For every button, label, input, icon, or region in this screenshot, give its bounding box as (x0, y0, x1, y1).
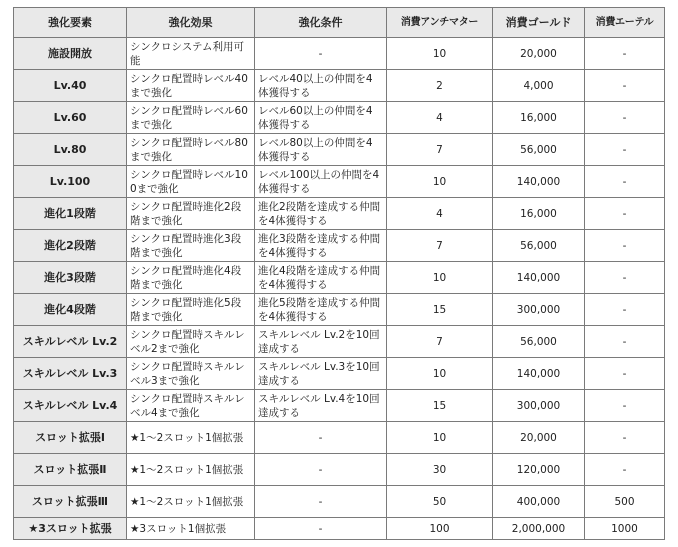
cell-gold: 4,000 (493, 70, 585, 102)
header-element: 強化要素 (14, 8, 127, 38)
cell-effect: シンクロ配置時レベル60まで強化 (127, 102, 255, 134)
cell-ether: 500 (585, 486, 665, 518)
cell-condition: - (255, 518, 387, 540)
cell-gold: 120,000 (493, 454, 585, 486)
header-effect: 強化効果 (127, 8, 255, 38)
cell-element: ★3スロット拡張 (14, 518, 127, 540)
cell-antimatter: 7 (387, 326, 493, 358)
table-row (14, 486, 665, 518)
cell-condition: - (255, 422, 387, 454)
cell-effect: シンクロ配置時進化3段階まで強化 (127, 230, 255, 262)
cell-ether: - (585, 102, 665, 134)
cell-ether: - (585, 326, 665, 358)
cell-element: スキルレベル Lv.2 (14, 326, 127, 358)
cell-ether: - (585, 294, 665, 326)
cell-ether: - (585, 390, 665, 422)
cell-condition: 進化3段階を達成する仲間を4体獲得する (255, 230, 387, 262)
cell-condition: スキルレベル Lv.3を10回達成する (255, 358, 387, 390)
enhancement-table (13, 7, 665, 540)
cell-effect: シンクロ配置時スキルレベル2まで強化 (127, 326, 255, 358)
cell-effect: ★3スロット1個拡張 (127, 518, 255, 540)
cell-condition: スキルレベル Lv.2を10回達成する (255, 326, 387, 358)
cell-element: スキルレベル Lv.3 (14, 358, 127, 390)
header-ether: 消費エーテル (585, 8, 665, 38)
table-row (14, 166, 665, 198)
table-row (14, 198, 665, 230)
cell-element: スロット拡張Ⅰ (14, 422, 127, 454)
cell-ether: - (585, 38, 665, 70)
header-antimatter: 消費アンチマター (387, 8, 493, 38)
cell-condition: 進化4段階を達成する仲間を4体獲得する (255, 262, 387, 294)
cell-condition: レベル40以上の仲間を4体獲得する (255, 70, 387, 102)
cell-ether: - (585, 422, 665, 454)
cell-gold: 300,000 (493, 294, 585, 326)
table-row (14, 422, 665, 454)
table-row (14, 390, 665, 422)
cell-element: 進化1段階 (14, 198, 127, 230)
cell-effect: シンクロシステム利用可能 (127, 38, 255, 70)
cell-condition: - (255, 486, 387, 518)
cell-gold: 16,000 (493, 198, 585, 230)
cell-antimatter: 10 (387, 38, 493, 70)
cell-gold: 400,000 (493, 486, 585, 518)
cell-gold: 20,000 (493, 38, 585, 70)
cell-effect: シンクロ配置時進化4段階まで強化 (127, 262, 255, 294)
cell-element: Lv.60 (14, 102, 127, 134)
table-row (14, 518, 665, 540)
cell-ether: - (585, 454, 665, 486)
cell-effect: シンクロ配置時レベル100まで強化 (127, 166, 255, 198)
table-row (14, 230, 665, 262)
cell-ether: - (585, 230, 665, 262)
cell-ether: - (585, 134, 665, 166)
cell-element: Lv.40 (14, 70, 127, 102)
table-row (14, 70, 665, 102)
cell-element: スロット拡張Ⅱ (14, 454, 127, 486)
cell-antimatter: 7 (387, 230, 493, 262)
cell-gold: 20,000 (493, 422, 585, 454)
cell-antimatter: 10 (387, 262, 493, 294)
cell-antimatter: 2 (387, 70, 493, 102)
cell-condition: スキルレベル Lv.4を10回達成する (255, 390, 387, 422)
table-row (14, 102, 665, 134)
cell-gold: 56,000 (493, 326, 585, 358)
cell-gold: 56,000 (493, 134, 585, 166)
cell-element: 進化3段階 (14, 262, 127, 294)
cell-antimatter: 15 (387, 294, 493, 326)
table-row (14, 294, 665, 326)
table-body (14, 38, 665, 540)
cell-element: 施設開放 (14, 38, 127, 70)
cell-effect: ★1～2スロット1個拡張 (127, 422, 255, 454)
cell-ether: - (585, 358, 665, 390)
table-row (14, 358, 665, 390)
table-header (14, 8, 665, 38)
cell-gold: 140,000 (493, 262, 585, 294)
cell-antimatter: 100 (387, 518, 493, 540)
cell-effect: シンクロ配置時進化2段階まで強化 (127, 198, 255, 230)
cell-effect: ★1～2スロット1個拡張 (127, 454, 255, 486)
cell-effect: シンクロ配置時進化5段階まで強化 (127, 294, 255, 326)
table-row (14, 38, 665, 70)
cell-gold: 2,000,000 (493, 518, 585, 540)
cell-antimatter: 7 (387, 134, 493, 166)
cell-condition: レベル60以上の仲間を4体獲得する (255, 102, 387, 134)
cell-antimatter: 10 (387, 358, 493, 390)
cell-condition: - (255, 38, 387, 70)
cell-condition: - (255, 454, 387, 486)
cell-element: 進化2段階 (14, 230, 127, 262)
cell-antimatter: 50 (387, 486, 493, 518)
table-row (14, 326, 665, 358)
cell-effect: シンクロ配置時スキルレベル4まで強化 (127, 390, 255, 422)
cell-gold: 16,000 (493, 102, 585, 134)
cell-gold: 56,000 (493, 230, 585, 262)
header-condition: 強化条件 (255, 8, 387, 38)
table-row (14, 134, 665, 166)
cell-antimatter: 30 (387, 454, 493, 486)
cell-element: Lv.80 (14, 134, 127, 166)
cell-antimatter: 4 (387, 198, 493, 230)
table-row (14, 262, 665, 294)
cell-effect: ★1～2スロット1個拡張 (127, 486, 255, 518)
cell-antimatter: 10 (387, 166, 493, 198)
cell-element: スロット拡張Ⅲ (14, 486, 127, 518)
cell-condition: レベル100以上の仲間を4体獲得する (255, 166, 387, 198)
cell-element: スキルレベル Lv.4 (14, 390, 127, 422)
cell-effect: シンクロ配置時レベル80まで強化 (127, 134, 255, 166)
header-row (14, 8, 665, 38)
cell-condition: レベル80以上の仲間を4体獲得する (255, 134, 387, 166)
cell-antimatter: 10 (387, 422, 493, 454)
header-gold: 消費ゴールド (493, 8, 585, 38)
cell-effect: シンクロ配置時レベル40まで強化 (127, 70, 255, 102)
table-row (14, 454, 665, 486)
cell-ether: 1000 (585, 518, 665, 540)
cell-gold: 140,000 (493, 166, 585, 198)
cell-ether: - (585, 166, 665, 198)
cell-ether: - (585, 70, 665, 102)
cell-condition: 進化2段階を達成する仲間を4体獲得する (255, 198, 387, 230)
cell-condition: 進化5段階を達成する仲間を4体獲得する (255, 294, 387, 326)
cell-ether: - (585, 198, 665, 230)
cell-ether: - (585, 262, 665, 294)
cell-antimatter: 4 (387, 102, 493, 134)
cell-element: 進化4段階 (14, 294, 127, 326)
cell-antimatter: 15 (387, 390, 493, 422)
cell-gold: 300,000 (493, 390, 585, 422)
cell-gold: 140,000 (493, 358, 585, 390)
cell-element: Lv.100 (14, 166, 127, 198)
cell-effect: シンクロ配置時スキルレベル3まで強化 (127, 358, 255, 390)
